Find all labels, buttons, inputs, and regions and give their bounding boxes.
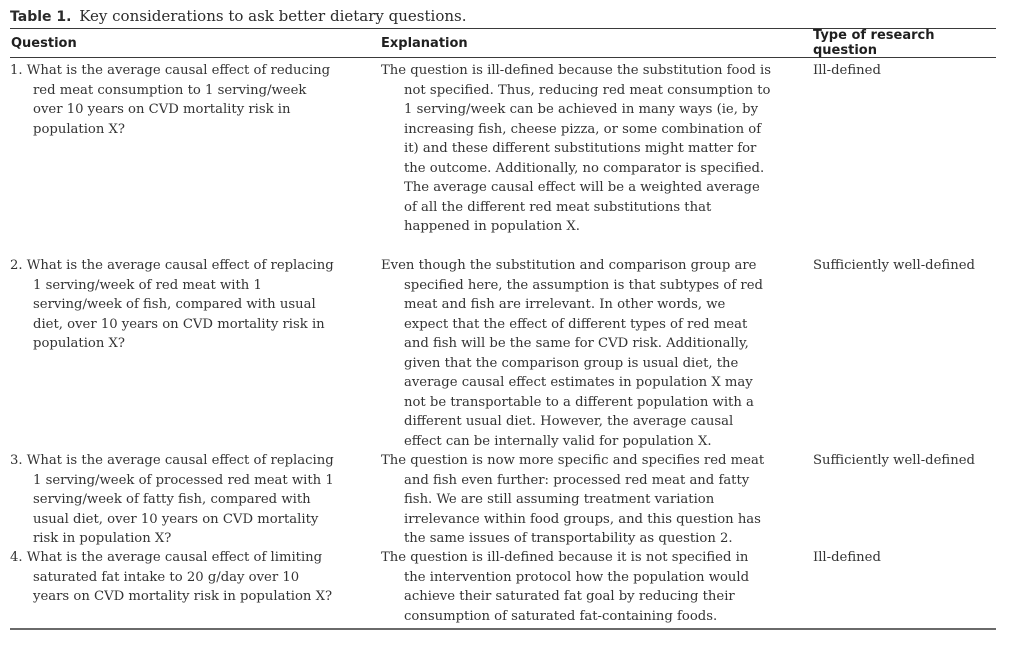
table-row [10,451,996,548]
explanation-cell: The question is ill-defined because the substitution food is not specified. Thus, reducing red meat consumption to 1 serving/week can be achieved in many ways (ie, by increasing fish, cheese pizza, or some combination of it) and these different substitutions might matter for the outcome. Additionally, no comparator is specified. The average causal effect will be a weighted average of all the different red meat substitutions that happened in population X. [381,63,772,234]
question-cell: 1. What is the average causal effect of reducing red meat consumption to 1 serving/week over 10 years on CVD mortality risk in population X? [10,63,331,137]
table-caption-label: Table 1. [10,9,72,25]
type-cell: Ill-defined [813,63,881,78]
table-container [10,6,996,630]
table-header [10,29,996,57]
type-cell: Sufficiently well-defined [813,258,975,273]
question-cell: 4. What is the average causal effect of limiting saturated fat intake to 20 g/day over 10 years on CVD mortality risk in population X? [10,550,333,604]
table-row [10,256,996,451]
header-type: Type of research question [813,28,935,58]
bottom-rule [10,628,996,630]
table-caption [10,6,996,28]
explanation-cell: Even though the substitution and comparison group are specified here, the assumption is that subtypes of red meat and fish are irrelevant. In other words, we expect that the effect of different types of red meat and fish will be the same for CVD risk. Additionally, given that the comparison group is usual diet, the average causal effect estimates in population X may not be transportable to a different population with a different usual diet. However, the average causal effect can be internally valid for population X. [381,258,763,449]
table-row [10,548,996,626]
table-row [10,61,996,256]
header-explanation: Explanation [381,35,468,51]
table-caption-text: Key considerations to ask better dietary questions. [79,7,467,25]
explanation-cell: The question is ill-defined because it is not specified in the intervention protocol how the population would achieve their saturated fat goal by reducing their consumption of saturated fat-containing foods. [381,550,750,624]
type-cell: Sufficiently well-defined [813,453,975,468]
question-cell: 2. What is the average causal effect of replacing 1 serving/week of red meat with 1 serving/week of fish, compared with usual diet, over 10 years on CVD mortality risk in population X? [10,258,334,351]
explanation-cell: The question is now more specific and specifies red meat and fish even further: processed red meat and fatty fish. We are still assuming treatment variation irrelevance within food groups, and this question has the same issues of transportability as question 2. [381,453,765,546]
type-cell: Ill-defined [813,550,881,565]
header-question: Question [11,35,77,51]
table-body [10,58,996,626]
question-cell: 3. What is the average causal effect of replacing 1 serving/week of processed red meat with 1 serving/week of fatty fish, compared with usual diet, over 10 years on CVD mortality risk in population X? [10,453,334,546]
